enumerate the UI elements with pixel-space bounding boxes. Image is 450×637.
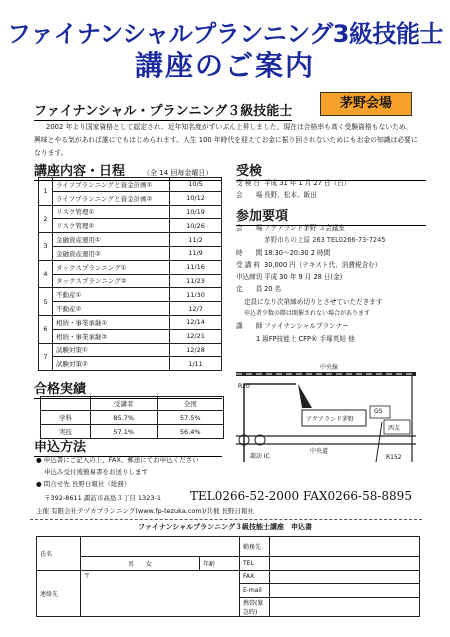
pass-cell: 57.1% [91, 425, 158, 439]
form-name-label: 氏名 [37, 537, 81, 571]
exam-heading: 受検 [236, 160, 426, 181]
session-topic: 試験対策② [53, 357, 170, 371]
access-map [236, 362, 416, 466]
form-email-label: E-mail [240, 584, 270, 598]
entry-venue-label: 会 場 [236, 224, 263, 232]
session-date: 12/21 [170, 329, 222, 343]
pass-cell: 85.7% [91, 411, 158, 425]
session-date: 10/19 [170, 205, 222, 219]
session-topic: 不動産① [53, 288, 170, 302]
exam-venue-label: 会 場 [236, 191, 263, 200]
apply-heading: 申込方法 [34, 436, 222, 457]
table-row [39, 343, 222, 357]
table-row [39, 219, 222, 233]
pass-col-national: 全国 [157, 397, 224, 411]
map-label-route: R20 [238, 383, 250, 390]
form-address-field[interactable] [81, 570, 240, 616]
table-row [39, 274, 222, 288]
session-date: 11/9 [170, 246, 222, 260]
cut-line [30, 519, 422, 520]
session-number: 4 [39, 260, 53, 288]
session-date: 11/16 [170, 260, 222, 274]
table-row [39, 315, 222, 329]
session-date: 11/23 [170, 274, 222, 288]
schedule-heading-text: 講座内容・日程 [34, 164, 126, 179]
page-subtitle: 講座のご案内 [134, 49, 315, 82]
exam-venue: 長野、松本、飯田 [264, 191, 317, 200]
form-work-field[interactable] [270, 537, 420, 557]
session-topic: 相続・事業承継① [53, 315, 170, 329]
entry-fee-label: 受 講 料 [236, 260, 260, 269]
entry-info [236, 222, 386, 345]
map-label-building: アクアランド茅野 [306, 416, 354, 423]
entry-deadline: 平成 30 年 9 月 28 日(金) [264, 273, 343, 282]
pass-table [40, 396, 224, 439]
table-row [39, 191, 222, 205]
session-number: 6 [39, 315, 53, 343]
table-row [41, 411, 224, 425]
form-mobile-field[interactable] [270, 597, 420, 616]
table-row [39, 246, 222, 260]
form-tel-label: TEL [240, 557, 270, 571]
session-number: 2 [39, 205, 53, 233]
entry-venue: アクアランド茅野 ３会議室 [264, 224, 346, 232]
entry-address: 茅野市ちの上原 263 TEL0266-73-7245 [264, 236, 386, 245]
map-label-gs: GS [374, 408, 383, 415]
form-zip-mark: 〒 [84, 572, 91, 580]
table-row [39, 288, 222, 302]
session-topic: ライフプランニングと資金計画① [53, 178, 170, 192]
map-label-route2: R152 [386, 454, 402, 461]
session-topic: 試験対策① [53, 343, 170, 357]
session-date: 11/30 [170, 288, 222, 302]
form-gender[interactable]: 男 女 [81, 557, 200, 571]
form-email-field[interactable] [270, 584, 420, 598]
map-label-store: 西友 [388, 425, 401, 432]
session-number: 7 [39, 343, 53, 371]
apply-line-2: 申込み受付後簡易書をお送りします [44, 468, 148, 476]
pass-cell: 56.4% [157, 425, 224, 439]
session-topic: リスク管理② [53, 219, 170, 233]
pass-cell: 57.5% [157, 411, 224, 425]
session-topic: 金融資産運用① [53, 233, 170, 247]
session-topic: リスク管理① [53, 205, 170, 219]
session-topic: タックスプランニング① [53, 260, 170, 274]
form-name-field[interactable] [81, 537, 240, 557]
entry-fee: 30,000 円（テキスト代、消費税含む） [264, 260, 382, 269]
table-row [39, 329, 222, 343]
apply-line-1: 申込書にご記入の上、FAX、郵送にてお申込ください [43, 456, 199, 464]
session-date: 11/2 [170, 233, 222, 247]
session-date: 12/14 [170, 315, 222, 329]
session-date: 10/5 [170, 178, 222, 192]
table-row [39, 178, 222, 192]
session-number: 3 [39, 233, 53, 261]
session-date: 12/7 [170, 302, 222, 316]
session-number: 5 [39, 288, 53, 316]
entry-instructor-2: 1 級FP技能士 CFP® 手塚英旭 他 [256, 334, 355, 343]
session-topic: ライフプランニングと資金計画② [53, 191, 170, 205]
entry-capacity-label: 定 員 [236, 285, 263, 294]
session-date: 10/12 [170, 191, 222, 205]
pass-col-blank [41, 397, 91, 411]
entry-heading: 参加要項 [236, 205, 426, 226]
form-mobile-label: 携帯(緊急時) [240, 597, 270, 616]
schedule-note: （全 14 回毎金曜日） [143, 169, 213, 177]
form-work-label: 勤務先 [240, 537, 270, 557]
apply-tel-fax: TEL0266-52-2000 FAX0266-58-8895 [190, 489, 412, 503]
session-date: 1/11 [170, 357, 222, 371]
map-label-ic: 諏訪 IC [250, 453, 270, 460]
intro-text: 2002 年より国家資格として認定され、近年知名度がずいぶん上昇しました。現在は合格率も高く受験資格もないため、興味とやる気があれば誰にでもはじめられます。人生 100 年時代を迎えてお金に振り回されないためにもお金の知識は必要になります。 [34, 123, 418, 157]
session-topic: 金融資産運用② [53, 246, 170, 260]
table-row [39, 233, 222, 247]
map-label-road-top: 中央線 [320, 364, 339, 371]
table-row [39, 205, 222, 219]
apply-address: 〒392-8611 諏訪市高島３丁目 1323-1 [44, 494, 161, 502]
pass-col-students: 受講者 [91, 397, 158, 411]
apply-host: 主催 有限会社テヅカプランニング(www.fp-tezuka.com)/共催 長野日報社 [36, 507, 255, 515]
entry-time: 18:30～20:30 2 時間 [264, 248, 331, 257]
form-age-label[interactable]: 年齢 [200, 557, 240, 571]
session-date: 12/28 [170, 343, 222, 357]
form-tel-field[interactable] [270, 557, 420, 571]
session-topic: 相続・事業承継② [53, 329, 170, 343]
pass-heading: 合格実績 [34, 378, 222, 399]
exam-date-label: 受 検 日 [236, 179, 260, 187]
table-row [39, 302, 222, 316]
application-form [36, 536, 420, 617]
entry-note-2: 申込者少数の際は開催されない場合があります [244, 310, 371, 318]
exam-date: 平成 31 年 1 月 27 日（日） [264, 179, 351, 187]
schedule-table [38, 177, 222, 371]
pass-row-label: 実技 [41, 425, 91, 439]
table-row [39, 260, 222, 274]
session-topic: タックスプランニング② [53, 274, 170, 288]
entry-instructor-label: 講 師 [236, 322, 263, 331]
exam-info [236, 177, 350, 202]
apply-line-3: 問合せ先 長野日報社（総務） [43, 480, 131, 488]
venue-badge: 茅野会場 [320, 92, 412, 116]
entry-note-1: 定員になり次第締め切りとさせていただきます [244, 297, 383, 306]
entry-time-label: 時 間 [236, 248, 263, 257]
form-fax-field[interactable] [270, 570, 420, 584]
form-title: ファイナンシャルプランニング３級技能士講座 申込書 [137, 523, 313, 531]
form-fax-label: FAX [240, 570, 270, 584]
form-contact-label: 連絡先 [37, 570, 81, 616]
course-name: ファイナンシャル・プランニング３級技能士 [34, 100, 292, 121]
entry-capacity: 20 名 [264, 285, 282, 294]
session-number: 1 [39, 178, 53, 206]
apply-info: ● 申込書にご記入の上、FAX、郵送にてお申込ください 申込み受付後簡易書をお送りします ● 問合せ先 長野日報社（総務） 〒392-8611 諏訪市高島３丁目 1323-1 TEL0266-52-2000 FAX0266-58-8895 主催 有限会社テヅカプランニング(www.fp-tezuka.com)/共催 長野日報社 [36, 454, 426, 517]
entry-deadline-label: 申込締切 [236, 273, 263, 282]
entry-instructor: ファイナンシャルプランナー [264, 322, 349, 331]
page-title: ファイナンシャルプランニング3級技能士 [7, 20, 443, 48]
pass-row-label: 学科 [41, 411, 91, 425]
table-row [39, 357, 222, 371]
session-date: 10/26 [170, 219, 222, 233]
map-label-road-bottom: 中央道 [310, 448, 329, 455]
session-topic: 不動産② [53, 302, 170, 316]
